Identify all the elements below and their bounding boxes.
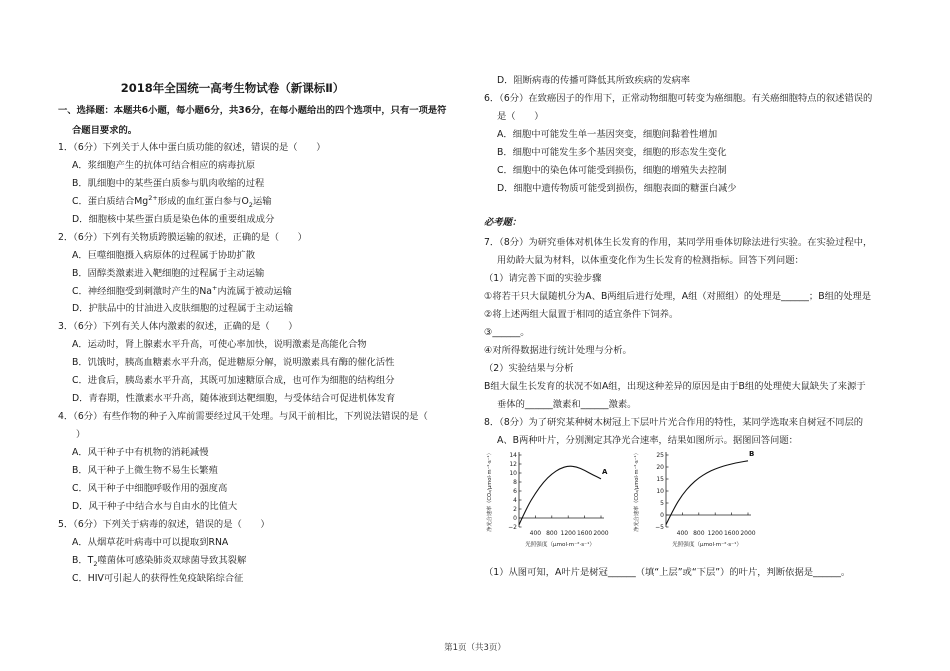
q1-option-c: C．蛋白质结合$Mg^{2+}$形成的血红蛋白参与$O_2$运输 bbox=[72, 193, 272, 209]
q3-stem: 3．（6分）下列有关人体内激素的叙述，正确的是（ ） bbox=[58, 321, 298, 332]
q7-step1: ①将若干只大鼠随机分为A、B两组后进行处理，A组（对照组）的处理是______；B组的处理是 bbox=[484, 291, 872, 302]
y-tick-label: 25 bbox=[656, 452, 664, 460]
y-axis-label: 净光合速率（CO₂/μmol·m⁻²·s⁻¹） bbox=[487, 450, 493, 532]
q4-stem: 4．（6分）有些作物的种子入库前需要经过风干处理。与风干前相比，下列说法错误的是（ bbox=[58, 411, 428, 422]
x-tick-label: 1200 bbox=[560, 530, 576, 537]
y-tick-label: 2 bbox=[513, 506, 517, 514]
y-tick-label: 20 bbox=[656, 464, 664, 472]
q2-option-c: C．神经细胞受到刺激时产生的Na+内流属于被动运输 bbox=[72, 283, 292, 297]
q2-option-b: B．固醇类激素进入靶细胞的过程属于主动运输 bbox=[72, 268, 265, 279]
q3-option-c: C．进食后，胰岛素水平升高，其既可加速糖原合成，也可作为细胞的结构组分 bbox=[72, 375, 395, 386]
y-tick-label: 4 bbox=[513, 497, 517, 505]
x-tick-label: 1600 bbox=[576, 530, 593, 537]
q1-stem: 1．（6分）下列关于人体中蛋白质功能的叙述，错误的是（ ） bbox=[58, 142, 326, 153]
x-axis-label: 光照强度（μmol·m⁻²·s⁻¹） bbox=[525, 542, 595, 548]
chart-b bbox=[630, 447, 760, 555]
q8-subquestion-1: （1）从图可知，A叶片是树冠______（填“上层”或“下层”）的叶片，判断依据是______。 bbox=[484, 567, 851, 578]
paper-title: 2018年全国统一高考生物试卷（新课标Ⅱ） bbox=[120, 81, 345, 95]
y-axis-label: 净光合速率（CO₂/μmol·m⁻²·s⁻¹） bbox=[634, 450, 640, 532]
q4-option-c: C．风干种子中细胞呼吸作用的强度高 bbox=[72, 483, 228, 494]
q7-stem-cont: 用幼龄大鼠为材料，以体重变化作为生长发育的检测指标。回答下列问题： bbox=[497, 255, 804, 266]
q2-option-a: A．巨噬细胞摄入病原体的过程属于协助扩散 bbox=[72, 250, 256, 261]
x-tick-label: 1600 bbox=[723, 530, 740, 537]
y-tick-label: 8 bbox=[513, 479, 517, 487]
q1-option-b: B．肌细胞中的某些蛋白质参与肌肉收缩的过程 bbox=[72, 178, 265, 189]
section-heading: 一、选择题：本题共6小题，每小题6分，共36分，在每小题给出的四个选项中，只有一项是符 bbox=[58, 105, 447, 116]
q8-stem: 8．（8分）为了研究某种树木树冠上下层叶片光合作用的特性，某同学选取来自树冠不同层的 bbox=[484, 417, 864, 428]
y-tick-label: 6 bbox=[513, 488, 517, 496]
q7-part1: （1）请完善下面的实验步骤 bbox=[484, 273, 602, 284]
q3-option-b: B．饥饿时，胰高血糖素水平升高，促进糖原分解，说明激素具有酶的催化活性 bbox=[72, 357, 395, 368]
required-heading: 必考题： bbox=[484, 217, 522, 228]
q4-option-a: A．风干种子中有机物的消耗减慢 bbox=[72, 447, 209, 458]
chart-a bbox=[483, 447, 613, 555]
y-tick-label: −5 bbox=[655, 524, 664, 532]
y-tick-label: 0 bbox=[513, 515, 517, 523]
q3-option-d: D．青春期，性激素水平升高，随体液到达靶细胞，与受体结合可促进机体发育 bbox=[72, 393, 396, 404]
y-tick-label: −2 bbox=[508, 524, 517, 532]
q7-step4: ④对所得数据进行统计处理与分析。 bbox=[484, 345, 632, 356]
x-tick-label: 800 bbox=[693, 530, 705, 537]
y-tick-label: 10 bbox=[656, 488, 664, 496]
q5-option-d: D．阻断病毒的传播可降低其所致疾病的发病率 bbox=[497, 75, 691, 86]
q5-option-a: A．从烟草花叶病毒中可以提取到RNA bbox=[72, 537, 229, 548]
x-tick-label: 2000 bbox=[740, 530, 756, 537]
q4-stem-cont: ） bbox=[76, 429, 86, 440]
x-tick-label: 1200 bbox=[707, 530, 723, 537]
q6-stem: 6．（6分）在致癌因子的作用下，正常动物细胞可转变为癌细胞。有关癌细胞特点的叙述错误的 bbox=[484, 93, 873, 104]
q6-option-c: C．细胞中的染色体可能受到损伤，细胞的增殖失去控制 bbox=[497, 165, 727, 176]
y-tick-label: 14 bbox=[509, 452, 517, 460]
q7-result-cont: 垂体的______激素和______激素。 bbox=[497, 399, 637, 410]
series-line-a bbox=[519, 466, 601, 525]
q4-option-d: D．风干种子中结合水与自由水的比值大 bbox=[72, 501, 238, 512]
q5-stem: 5．（6分）下列关于病毒的叙述，错误的是（ ） bbox=[58, 519, 270, 530]
q6-stem-cont: 是（ ） bbox=[497, 111, 544, 122]
q1-option-a: A．浆细胞产生的抗体可结合相应的病毒抗原 bbox=[72, 160, 256, 171]
x-tick-label: 800 bbox=[546, 530, 558, 537]
page-footer: 第1页（共3页） bbox=[444, 643, 506, 653]
q6-option-a: A．细胞中可能发生单一基因突变，细胞间黏着性增加 bbox=[497, 129, 718, 140]
q7-stem: 7．（8分）为研究垂体对机体生长发育的作用，某同学用垂体切除法进行实验。在实验过程中， bbox=[484, 237, 873, 248]
q7-step2: ②将上述两组大鼠置于相同的适宜条件下饲养。 bbox=[484, 309, 679, 320]
section-heading-cont: 合题目要求的。 bbox=[72, 125, 138, 136]
q1-option-d: D．细胞核中某些蛋白质是染色体的重要组成成分 bbox=[72, 214, 275, 225]
x-axis-label: 光照强度（μmol·m⁻²·s⁻¹） bbox=[672, 542, 742, 548]
x-tick-label: 2000 bbox=[593, 530, 609, 537]
y-tick-label: 15 bbox=[656, 476, 664, 484]
q7-result: B组大鼠生长发育的状况不如A组，出现这种差异的原因是由于B组的处理使大鼠缺失了来源于 bbox=[484, 381, 866, 392]
series-label: A bbox=[602, 467, 608, 476]
q5-option-b: B．$T_2$噬菌体可感染肺炎双球菌导致其裂解 bbox=[72, 555, 247, 568]
y-tick-label: 10 bbox=[509, 470, 517, 478]
x-tick-label: 400 bbox=[676, 530, 689, 537]
q5-option-c: C．HIV可引起人的获得性免疫缺陷综合征 bbox=[72, 573, 244, 584]
q2-option-d: D．护肤品中的甘油进入皮肤细胞的过程属于主动运输 bbox=[72, 303, 293, 314]
q7-step3: ③______。 bbox=[484, 327, 530, 338]
q6-option-b: B．细胞中可能发生多个基因突变，细胞的形态发生变化 bbox=[497, 147, 727, 158]
y-tick-label: 0 bbox=[660, 512, 664, 520]
q4-option-b: B．风干种子上微生物不易生长繁殖 bbox=[72, 465, 218, 476]
q3-option-a: A．运动时，肾上腺素水平升高，可使心率加快，说明激素是高能化合物 bbox=[72, 339, 367, 350]
q2-stem: 2．（6分）下列有关物质跨膜运输的叙述，正确的是（ ） bbox=[58, 232, 307, 243]
series-label: B bbox=[749, 449, 755, 458]
y-tick-label: 5 bbox=[660, 500, 664, 508]
x-tick-label: 400 bbox=[529, 530, 542, 537]
q8-stem-cont: A、B两种叶片，分别测定其净光合速率，结果如图所示。据图回答问题： bbox=[497, 435, 798, 446]
q6-option-d: D．细胞中遗传物质可能受到损伤，细胞表面的糖蛋白减少 bbox=[497, 183, 737, 194]
y-tick-label: 12 bbox=[509, 461, 517, 469]
q7-part2: （2）实验结果与分析 bbox=[484, 363, 574, 374]
